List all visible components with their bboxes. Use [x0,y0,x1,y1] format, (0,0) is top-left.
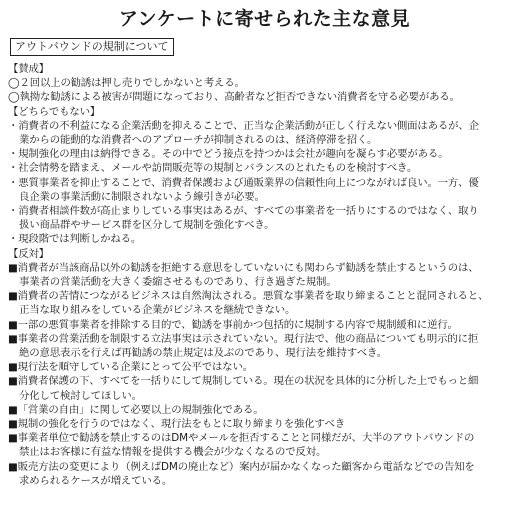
section-label-box: アウトバウンドの規制について [10,38,174,56]
opinion-line: ・消費者相談件数が高止まりしている事実はあるが、すべての事業者を一括りにするのではなく、取り [8,205,479,218]
opinion-line: ・現段階では判断しかねる。 [8,233,142,246]
opinion-list [8,62,521,488]
opinion-line: 【どちらでもない】 [8,105,101,118]
opinion-line: ■規制の強化を行うのではなく、現行法をもとに取り締まりを強化すべき [8,418,345,431]
opinion-line: ■消費者の苦情につながるビジネスは自然淘汰される。悪質な事業者を取り締まることと混同されると、 [8,290,489,303]
opinion-line: 事業者の営業活動を大きく委縮させるものであり、行き過ぎた規制。 [19,276,337,289]
opinion-line: ◯執拗な勧誘による被害が問題になっており、高齢者など拒否できない消費者を守る必要がある。 [8,91,460,104]
opinion-line: ◯２回以上の勧誘は押し売りでしかないと考える。 [8,77,245,90]
opinion-line: 求められるケースが増えている。 [19,474,173,487]
opinion-line: ■販売方法の変更により（例えばDMの廃止など）案内が届かなくなった顧客から電話などでの告知を [8,460,475,473]
opinion-line: ・規制強化の理由は納得できる。その中でどう接点を持つかは会社が趣向を凝らす必要がある。 [8,148,449,161]
opinion-line: ■消費者保護の下、すべてを一括りにして規制している。現在の状況を具体的に分析した上でもっと細 [8,375,479,388]
opinion-line: 【反対】 [8,247,49,260]
opinion-line: ■事業者単位で勧誘を禁止するのはDMやメールを拒否することと同様だが、大半のアウトバウンドの [8,432,475,445]
opinion-line: ■「営業の自由」に関して必要以上の規制強化である。 [8,403,264,416]
opinion-line: 分化して検討してほしい。 [19,389,142,402]
opinion-line: ・社会情勢を踏まえ、メールや訪問販売等の規制とバランスのとれたものを検討すべき。 [8,162,418,175]
opinion-line: 正当な取り組みをしている企業がビジネスを継続できない。 [19,304,296,317]
opinion-line: 扱い商品群やサービス群を区分して規制を強化すべき。 [19,219,275,232]
opinion-line: ■事業者の営業活動を制限する立法事実は示されていない。現行法で、他の商品についても明示的に拒 [8,332,479,345]
opinion-line: ■一部の悪質事業者を排除する目的で、勧誘を事前かつ包括的に規制する内容で規制緩和に逆行。 [8,318,458,331]
opinion-line: ■消費者が当該商品以外の勧誘を拒絶する意思をしていないにも関わらず勧誘を禁止するというのは、 [8,261,479,274]
page-title: アンケートに寄せられた主な意見 [118,8,411,30]
opinion-line: 絶の意思表示を行えば再勧誘の禁止規定は及ぶのであり、現行法を維持すべき。 [19,347,388,360]
opinion-line: 【賛成】 [8,63,49,75]
opinion-line: 禁止はお客様に有益な情報を提供する機会が少なくなるので反対。 [19,446,327,459]
opinion-line: 業からの能動的な消費者へのアプローチが抑制されるのは、経済停滞を招く。 [19,134,378,147]
opinion-line: ・悪質事業者を抑止することで、消費者保護および通販業界の信頼性向上につながれば良い。一方、優 [8,176,479,189]
opinion-line: 良企業の事業活動に制限されないよう線引きが必要。 [19,190,265,203]
opinion-line: ・消費者の不利益になる企業活動を抑えることで、正当な企業活動が正しく行えない側面はあるが、企 [8,119,479,132]
opinion-line: ■現行法を順守している企業にとって公平ではない。 [8,361,253,374]
